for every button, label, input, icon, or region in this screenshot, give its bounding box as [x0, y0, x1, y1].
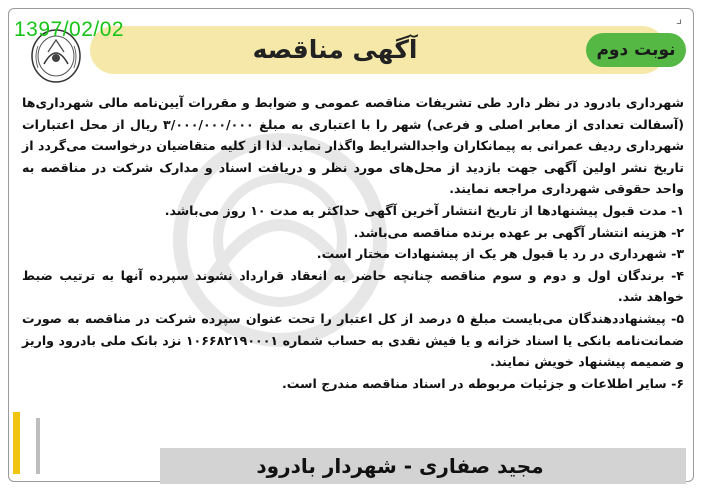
- notice-item: ۳- شهرداری در رد یا قبول هر یک از پیشنهادات مختار است.: [316, 246, 684, 262]
- edition-badge: نوبت دوم: [586, 33, 686, 67]
- expand-corner-icon: ⌟: [675, 12, 683, 27]
- notice-item: ۲- هزینه انتشار آگهی بر عهده برنده مناقصه می‌باشد.: [353, 224, 684, 240]
- accent-bar-secondary: [36, 418, 40, 474]
- notice-item: ۱- مدت قبول پیشنهادها از تاریخ انتشار آخرین آگهی حداکثر به مدت ۱۰ روز می‌باشد.: [164, 202, 684, 218]
- accent-bar: [13, 412, 20, 474]
- notice-item: ۴- برندگان اول و دوم و سوم مناقصه چنانچه حاضر به انعقاد قرارداد نشوند سپرده آنها به ترتیب ضبط خواهد شد.: [22, 267, 684, 305]
- date-stamp: 1397/02/02: [14, 18, 125, 41]
- notice-intro: شهرداری بادرود در نظر دارد طی تشریفات مناقصه عمومی و ضوابط و مقررات آیین‌نامه مالی شهرداری‌ها (آسفالت تعدادی از معابر اصلی و فرعی) شهر را با اعتباری به مبلغ ۳/۰۰۰/۰۰۰/۰۰۰ ریال از محل اعتبارات شهرداری ردیف عمرانی به پیمانکاران واجد‌الشرایط واگذار نماید. لذا از کلیه متقاضیان درخواست می‌گردد از تاریخ نشر اولین آگهی جهت بازدید از محل‌های مورد نظر و دریافت اسناد و مدارک شرکت در مناقصه به واحد حقوقی شهرداری مراجعه نمایند.: [22, 95, 684, 197]
- notice-body: [22, 92, 684, 394]
- page-title: آگهی مناقصه: [252, 35, 418, 64]
- notice-item: ۵- پیشنهاددهندگان می‌بایست مبلغ ۵ درصد از کل اعتبار را تحت عنوان سپرده شرکت در مناقصه به صورت ضمانت‌نامه بانکی یا اسناد خزانه و یا فیش نقدی به حساب شماره ۱۰۶۶۸۲۱۹۰۰۰۱ نزد بانک ملی بادرود واریز و ضمیمه پیشنهاد خویش نمایند.: [22, 310, 684, 370]
- signature: مجید صفاری - شهردار بادرود: [256, 454, 544, 478]
- notice-item: ۶- سایر اطلاعات و جزئیات مربوطه در اسناد مناقصه مندرج است.: [282, 375, 684, 391]
